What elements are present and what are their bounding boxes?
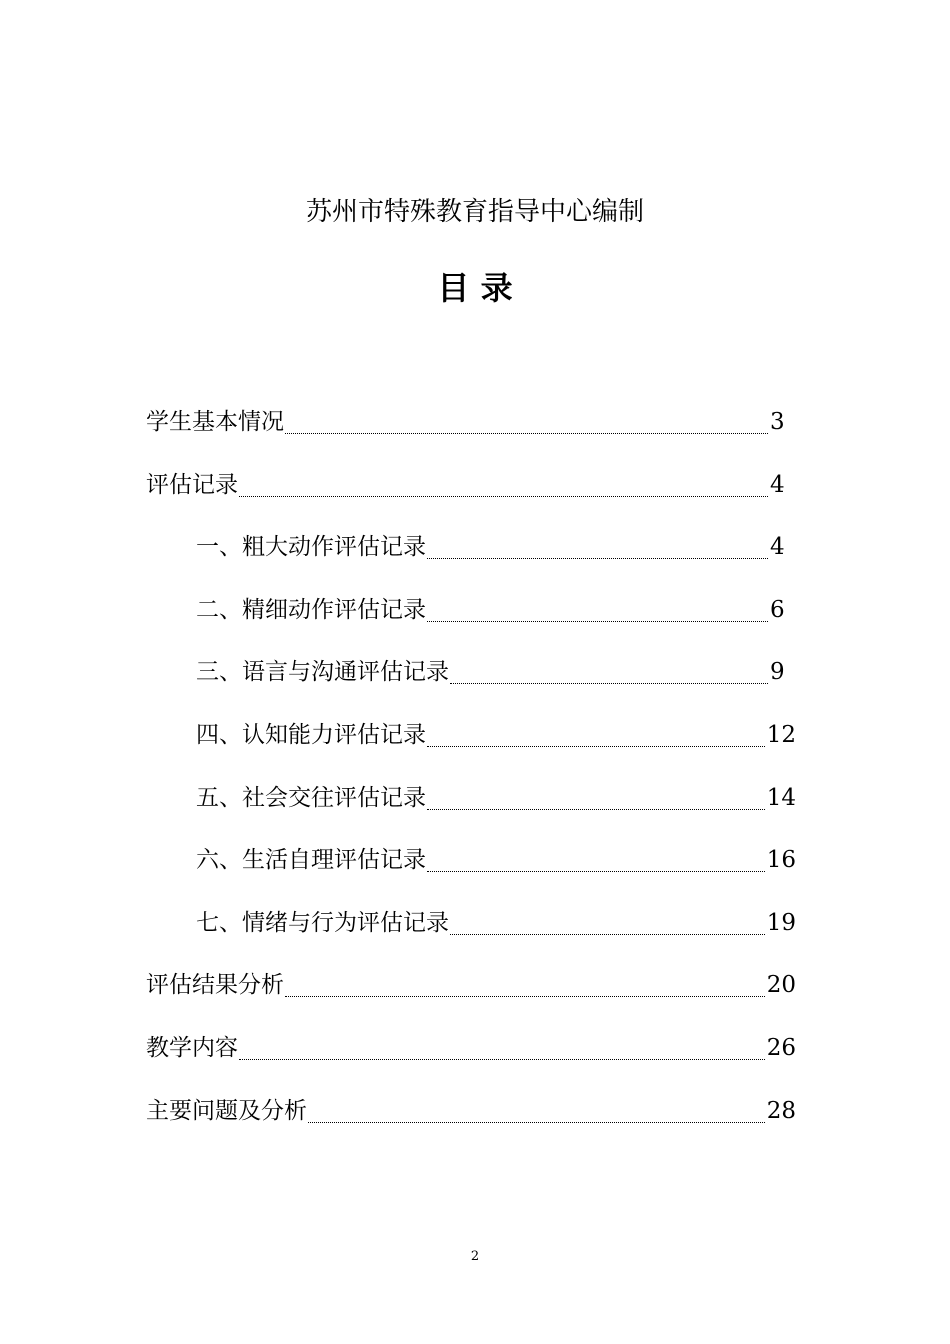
toc-entry-page: 3 (770, 409, 785, 435)
toc-entry-page: 19 (766, 909, 796, 936)
organization-heading: 苏州市特殊教育指导中心编制 (305, 197, 644, 227)
toc-entry-fine-motor[interactable] (146, 590, 796, 653)
toc-entry-cognitive[interactable] (146, 715, 796, 778)
page-title: 目 录 (437, 269, 513, 307)
toc-entry-emotion-behavior[interactable] (146, 903, 796, 966)
toc-entry-label: 七、情绪与行为评估记录 (196, 909, 449, 936)
page-number: 2 (470, 1249, 480, 1264)
toc-dot-leader (427, 746, 765, 747)
toc-entry-main-issues[interactable] (146, 1091, 796, 1154)
toc-entry-language-communication[interactable] (146, 652, 796, 715)
toc-entry-self-care[interactable] (146, 840, 796, 903)
toc-entry-label: 教学内容 (146, 1034, 238, 1061)
toc-entry-gross-motor[interactable] (146, 527, 796, 590)
toc-entry-label: 六、生活自理评估记录 (196, 847, 426, 874)
toc-entry-page: 14 (766, 784, 796, 811)
toc-dot-leader (427, 871, 765, 872)
toc-dot-leader (285, 433, 768, 434)
toc-dot-leader (308, 1122, 765, 1123)
toc-entry-label: 学生基本情况 (146, 409, 284, 435)
toc-entry-social[interactable] (146, 778, 796, 841)
toc-dot-leader (427, 809, 765, 810)
toc-entry-page: 26 (766, 1034, 796, 1061)
table-of-contents (146, 402, 796, 1153)
toc-entry-label: 四、认知能力评估记录 (196, 721, 426, 748)
toc-entry-page: 12 (766, 721, 796, 748)
toc-entry-label: 评估结果分析 (146, 972, 284, 999)
toc-entry-page: 20 (766, 972, 796, 999)
toc-entry-page: 4 (770, 471, 785, 498)
toc-entry-assessment-records[interactable] (146, 465, 796, 528)
toc-entry-page: 6 (770, 596, 785, 623)
toc-dot-leader (239, 1059, 765, 1060)
toc-entry-label: 评估记录 (146, 471, 238, 498)
toc-dot-leader (285, 996, 765, 997)
toc-dot-leader (427, 621, 768, 622)
toc-entry-page: 28 (766, 1097, 796, 1124)
toc-entry-teaching-content[interactable] (146, 1028, 796, 1091)
toc-entry-page: 9 (770, 659, 785, 686)
toc-entry-label: 二、精细动作评估记录 (196, 596, 426, 623)
toc-entry-page: 4 (770, 534, 785, 561)
toc-entry-page: 16 (766, 847, 796, 874)
toc-dot-leader (450, 934, 765, 935)
toc-entry-student-info[interactable] (146, 402, 796, 465)
toc-dot-leader (427, 558, 768, 559)
toc-entry-label: 一、粗大动作评估记录 (196, 534, 426, 561)
toc-entry-label: 三、语言与沟通评估记录 (196, 659, 449, 686)
toc-dot-leader (450, 683, 768, 684)
toc-entry-label: 五、社会交往评估记录 (196, 784, 426, 811)
toc-dot-leader (239, 496, 768, 497)
toc-entry-result-analysis[interactable] (146, 965, 796, 1028)
toc-entry-label: 主要问题及分析 (146, 1097, 307, 1124)
